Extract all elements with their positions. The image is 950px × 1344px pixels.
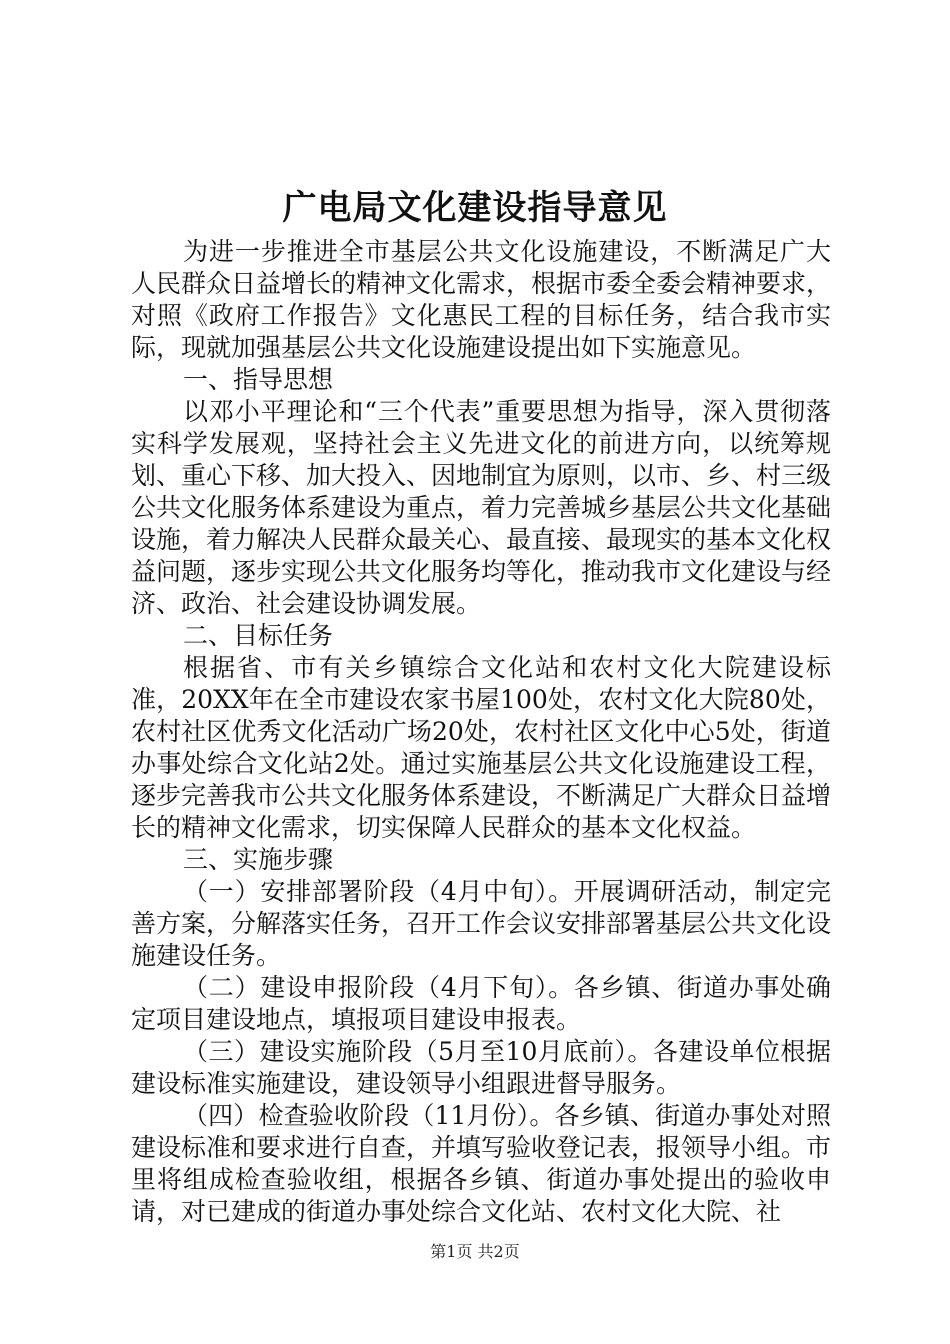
- step1-paragraph: （一）安排部署阶段（4月中旬）。开展调研活动，制定完善方案，分解落实任务，召开工作会议安排部署基层公共文化设施建设任务。: [131, 877, 832, 970]
- step3-paragraph: （三）建设实施阶段（5月至10月底前）。各建设单位根据建设标准实施建设，建设领导小组跟进督导服务。: [131, 1037, 831, 1098]
- step4-paragraph: （四）检查验收阶段（11月份）。各乡镇、街道办事处对照建设标准和要求进行自查，并填写验收登记表，报领导小组。市里将组成检查验收组，根据各乡镇、街道办事处提出的验收申请，对已建成的街道办事处综合文化站、农村文化大院、社: [131, 1101, 832, 1226]
- section1-heading: 一、指导思想: [183, 365, 334, 394]
- document-title: 广电局文化建设指导意见: [282, 188, 668, 228]
- step2-paragraph: （二）建设申报阶段（4月下旬）。各乡镇、街道办事处确定项目建设地点，填报项目建设申报表。: [131, 973, 831, 1034]
- intro-paragraph: 为进一步推进全市基层公共文化设施建设，不断满足广大人民群众日益增长的精神文化需求，根据市委全委会精神要求，对照《政府工作报告》文化惠民工程的目标任务，结合我市实际，现就加强基层公共文化设施建设提出如下实施意见。: [131, 237, 832, 362]
- section2-heading: 二、目标任务: [183, 621, 334, 650]
- document-body: [131, 236, 831, 1228]
- page-number-footer: 第1页 共2页: [430, 1242, 520, 1261]
- section1-paragraph: 以邓小平理论和“三个代表”重要思想为指导，深入贯彻落实科学发展观，坚持社会主义先进文化的前进方向，以统筹规划、重心下移、加大投入、因地制宜为原则，以市、乡、村三级公共文化服务体系建设为重点，着力完善城乡基层公共文化基础设施，着力解决人民群众最关心、最直接、最现实的基本文化权益问题，逐步实现公共文化服务均等化，推动我市文化建设与经济、政治、社会建设协调发展。: [131, 397, 832, 618]
- section2-paragraph: 根据省、市有关乡镇综合文化站和农村文化大院建设标准，20XX年在全市建设农家书屋100处，农村文化大院80处，农村社区优秀文化活动广场20处，农村社区文化中心5处，街道办事处综合文化站2处。通过实施基层公共文化设施建设工程，逐步完善我市公共文化服务体系建设，不断满足广大群众日益增长的精神文化需求，切实保障人民群众的基本文化权益。: [131, 653, 832, 842]
- section3-heading: 三、实施步骤: [183, 845, 334, 874]
